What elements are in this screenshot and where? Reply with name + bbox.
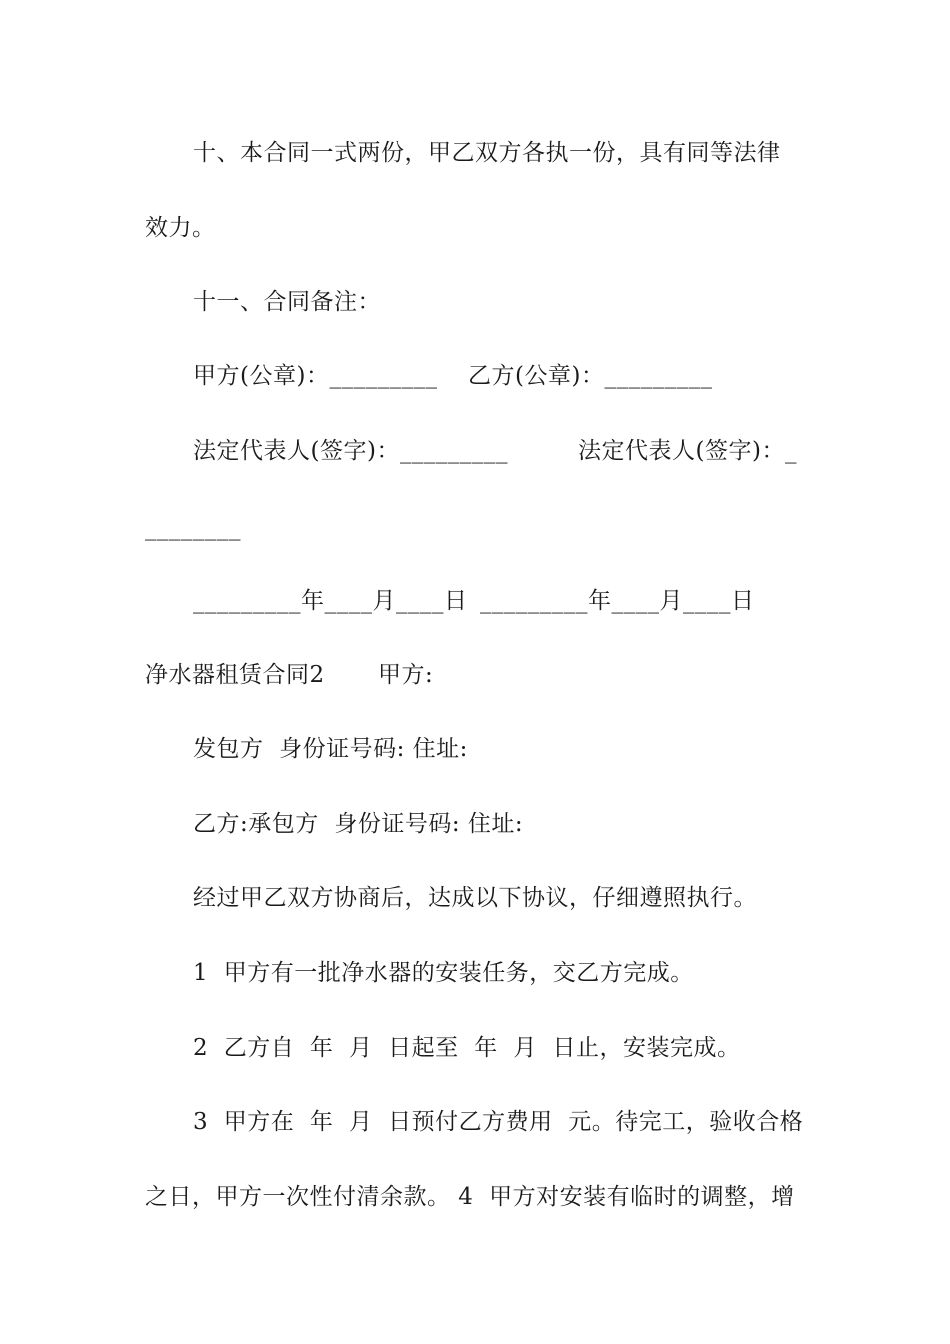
party-b-date-field: _________年____月____日 (480, 588, 755, 614)
contract-title: 净水器租赁合同2 (145, 662, 325, 688)
party-a-label: 甲方: (378, 662, 434, 688)
party-b-representative-field: 法定代表人(签字)：_ (578, 438, 797, 464)
party-b-seal-field: 乙方(公章)：_________ (468, 363, 713, 389)
party-a-date-field: _________年____月____日 (193, 588, 468, 614)
clause-ten-line2: 效力。 (145, 215, 216, 241)
employer-info-line: 发包方 身份证号码: 住址: (193, 736, 468, 762)
contractor-info-line: 乙方:承包方 身份证号码: 住址: (193, 811, 524, 837)
clause-1: 1 甲方有一批净水器的安装任务，交乙方完成。 (193, 960, 694, 986)
party-a-seal-field: 甲方(公章)：_________ (193, 363, 438, 389)
clause-3-4-line2: 之日，甲方一次性付清余款。 4 甲方对安装有临时的调整，增 (145, 1184, 795, 1210)
agreement-intro: 经过甲乙双方协商后，达成以下协议，仔细遵照执行。 (193, 885, 757, 911)
clause-ten-line1: 十、本合同一式两份，甲乙双方各执一份，具有同等法律 (193, 140, 781, 166)
party-a-representative-field: 法定代表人(签字)：_________ (193, 438, 508, 464)
clause-2: 2 乙方自 年 月 日起至 年 月 日止，安装完成。 (193, 1035, 741, 1061)
clause-3-line1: 3 甲方在 年 月 日预付乙方费用 元。待完工，验收合格 (193, 1109, 804, 1135)
party-b-representative-blank-cont: ________ (145, 515, 241, 541)
clause-eleven-heading: 十一、合同备注： (193, 289, 381, 315)
